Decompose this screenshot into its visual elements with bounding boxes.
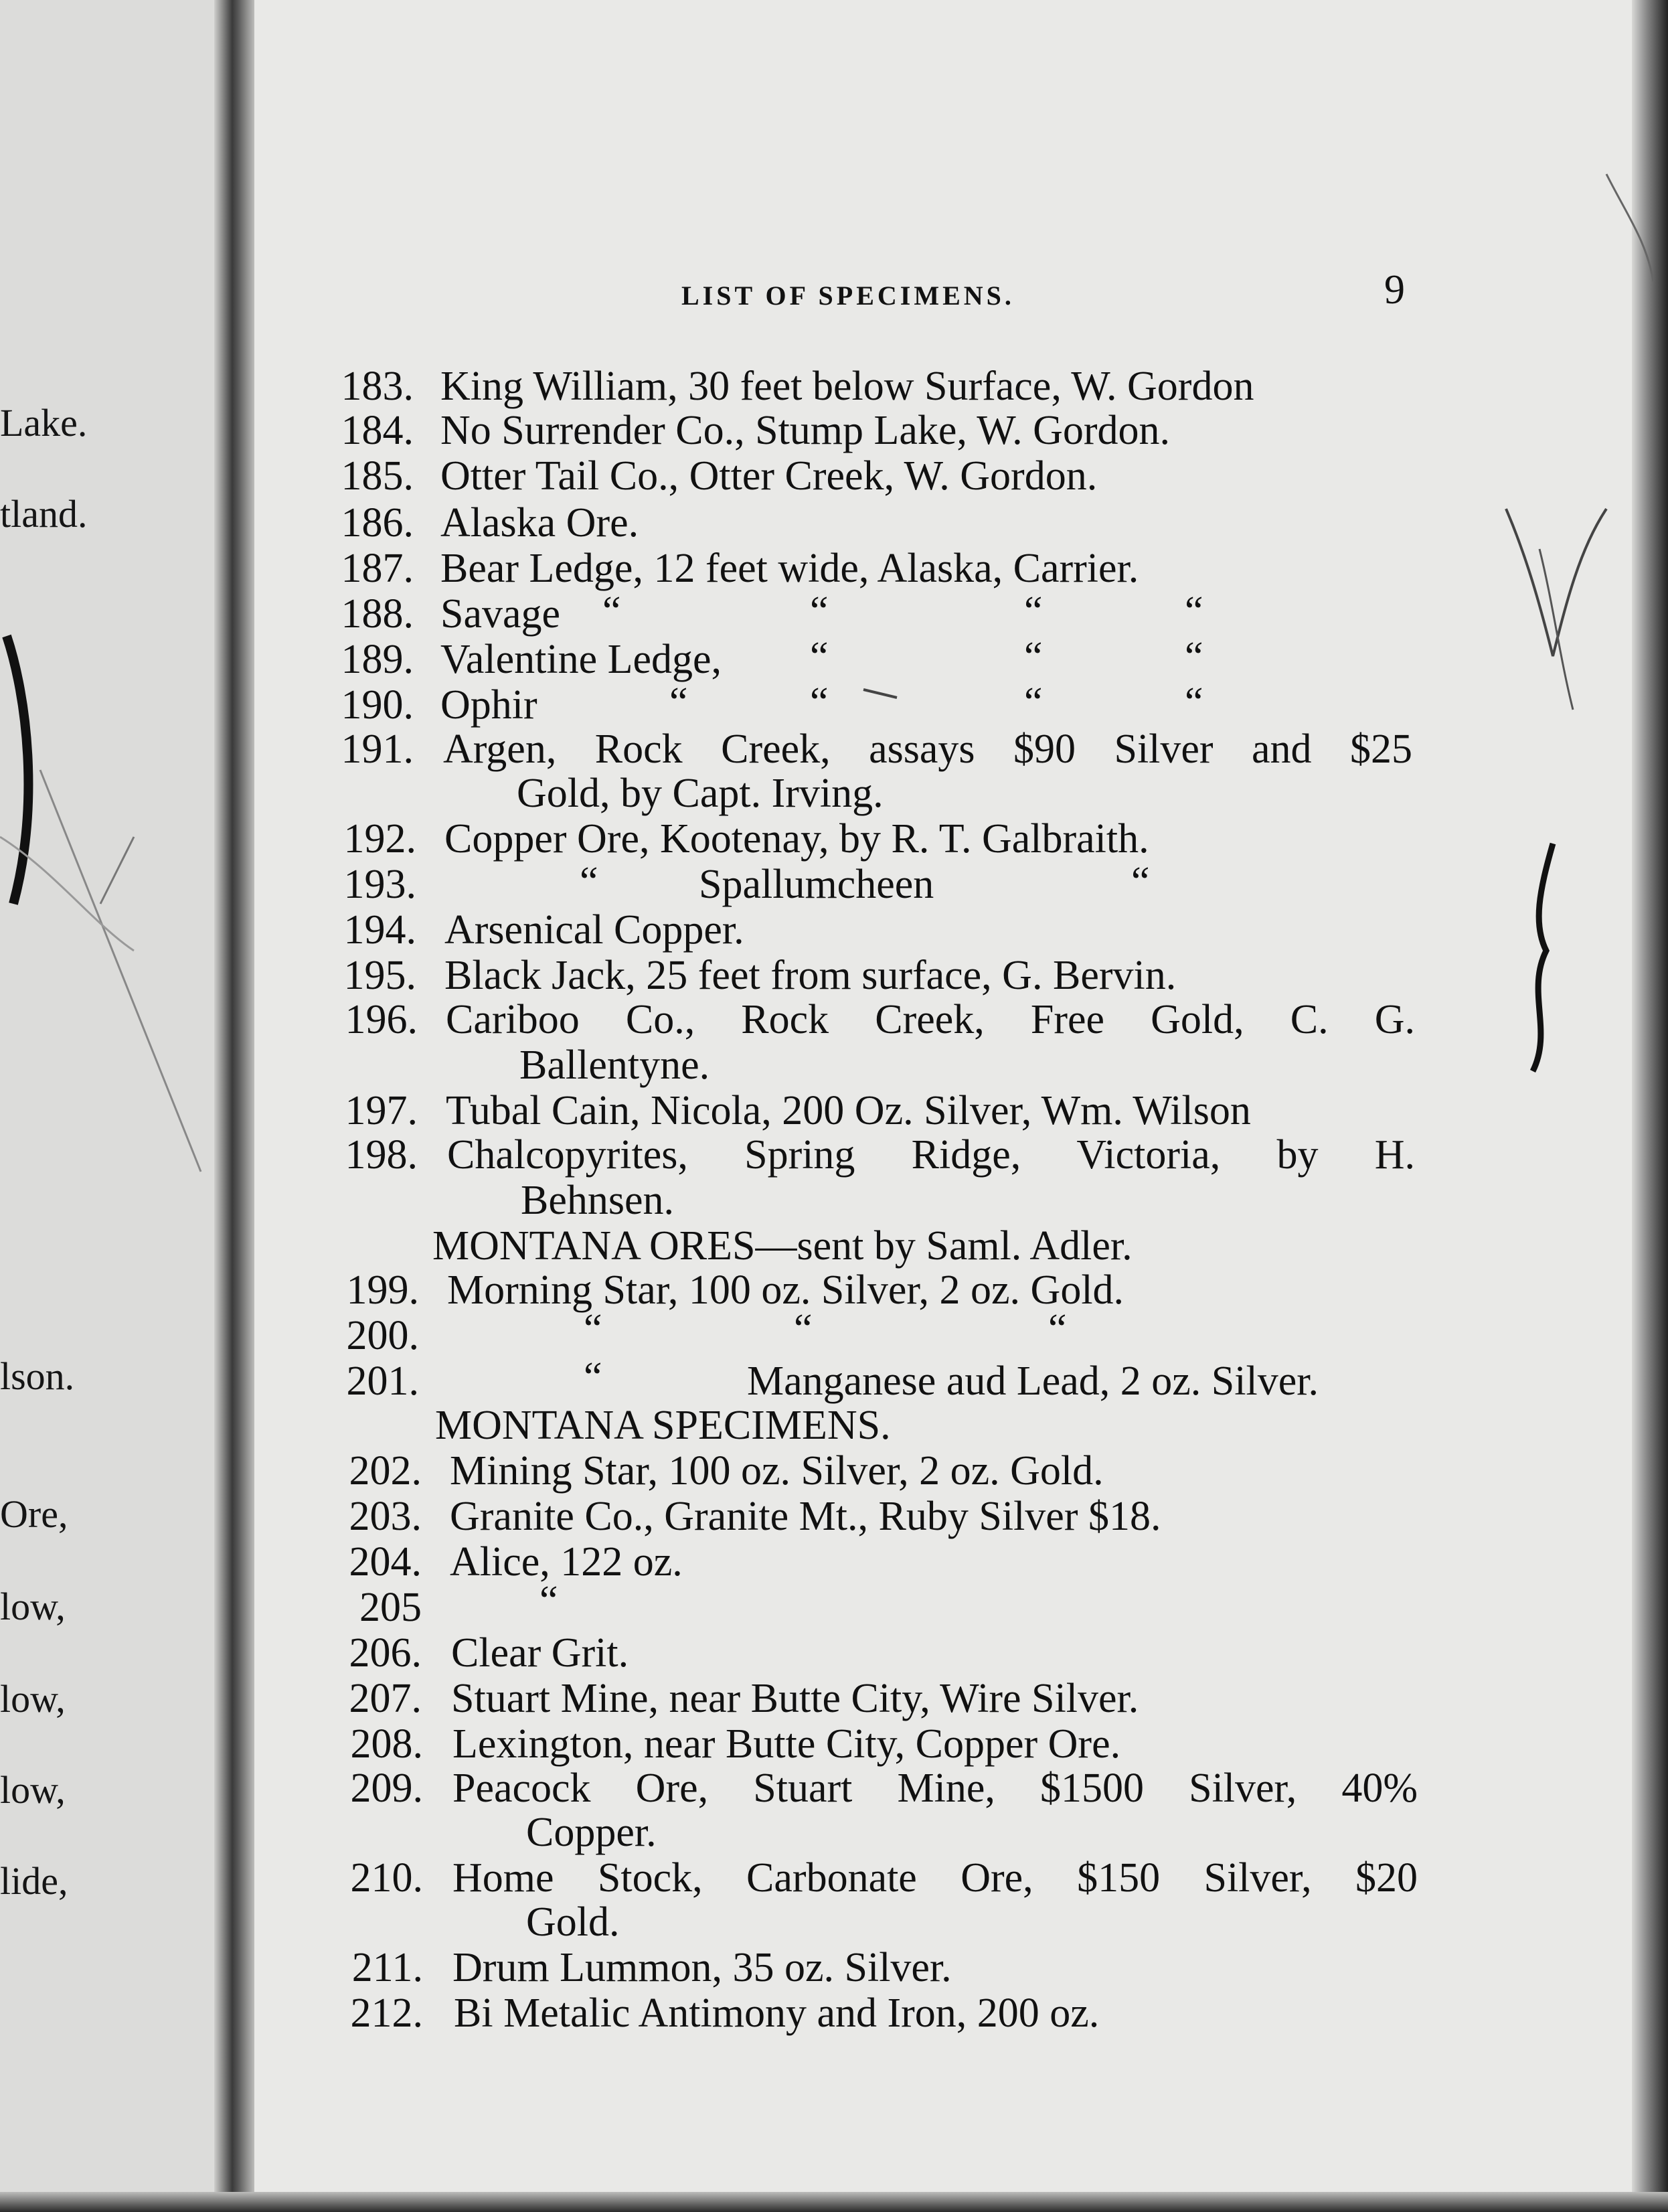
entry-number: 198. <box>345 1132 418 1178</box>
ditto-mark: “ <box>539 1578 558 1624</box>
ditto-mark: “ <box>1048 1306 1067 1352</box>
ditto-mark: “ <box>1185 588 1203 634</box>
entry-number: 205 <box>359 1585 422 1630</box>
ditto-mark: “ <box>1024 680 1043 725</box>
section-heading: MONTANA SPECIMENS. <box>435 1403 891 1448</box>
entry-text: Manganese aud Lead, 2 oz. Silver. <box>747 1358 1319 1404</box>
entry-text: Home Stock, Carbonate Ore, $150 Silver, $20 <box>452 1855 1418 1901</box>
entry-number: 194. <box>343 907 416 953</box>
facing-page-fragment: Lake. <box>0 401 88 445</box>
ditto-mark: “ <box>1185 680 1203 725</box>
running-head: LIST OF SPECIMENS. <box>681 281 1015 311</box>
entry-number: 199. <box>346 1267 419 1313</box>
entry-text: Black Jack, 25 feet from surface, G. Bervin. <box>444 953 1177 998</box>
facing-page-fragment: Ore, <box>0 1492 68 1536</box>
entry-text: Drum Lummon, 35 oz. Silver. <box>452 1945 952 1990</box>
entry-number: 186. <box>341 500 414 546</box>
entry-number: 200. <box>346 1313 419 1358</box>
entry-continuation: Gold. <box>526 1899 620 1945</box>
entry-number: 183. <box>341 364 414 409</box>
entry-text: Cariboo Co., Rock Creek, Free Gold, C. G. <box>446 997 1415 1042</box>
entry-text: Ophir <box>440 682 537 728</box>
entry-text: King William, 30 feet below Surface, W. Gordon <box>440 364 1254 409</box>
ditto-mark: “ <box>580 859 598 904</box>
facing-page-fragment: low, <box>0 1677 66 1721</box>
ditto-mark: “ <box>584 1306 602 1352</box>
entry-number: 188. <box>341 591 414 637</box>
entry-text: Valentine Ledge, <box>440 637 722 682</box>
entry-number: 193. <box>343 862 416 907</box>
ditto-mark: “ <box>810 680 829 725</box>
entry-text: Stuart Mine, near Butte City, Wire Silver. <box>451 1676 1139 1721</box>
entry-text: Morning Star, 100 oz. Silver, 2 oz. Gold. <box>447 1267 1124 1313</box>
entry-text: No Surrender Co., Stump Lake, W. Gordon. <box>440 408 1171 453</box>
entry-text: Chalcopyrites, Spring Ridge, Victoria, by H. <box>447 1132 1415 1178</box>
ditto-mark: “ <box>794 1306 813 1352</box>
entry-text: Granite Co., Granite Mt., Ruby Silver $18. <box>450 1494 1161 1539</box>
facing-page-fragment: low, <box>0 1585 66 1628</box>
entry-number: 197. <box>345 1088 418 1133</box>
entry-text: Clear Grit. <box>451 1630 629 1676</box>
entry-number: 187. <box>341 546 414 591</box>
ditto-mark: “ <box>602 588 621 634</box>
entry-text: Lexington, near Butte City, Copper Ore. <box>452 1721 1121 1767</box>
entry-text: Peacock Ore, Stuart Mine, $1500 Silver, 40% <box>452 1765 1418 1811</box>
entry-text: Bear Ledge, 12 feet wide, Alaska, Carrier. <box>440 546 1139 591</box>
entry-text: Tubal Cain, Nicola, 200 Oz. Silver, Wm. Wilson <box>446 1088 1251 1133</box>
entry-number: 189. <box>341 637 414 682</box>
page-number: 9 <box>1384 267 1405 313</box>
entry-text: Arsenical Copper. <box>444 907 744 953</box>
ditto-mark: “ <box>584 1354 602 1400</box>
entry-continuation: Copper. <box>526 1810 657 1855</box>
entry-number: 207. <box>349 1676 422 1721</box>
facing-page-fragment: lson. <box>0 1354 75 1398</box>
entry-number: 190. <box>341 682 414 728</box>
entry-text: Alice, 122 oz. <box>450 1539 683 1585</box>
entry-number: 209. <box>350 1765 423 1811</box>
entry-number: 195. <box>343 953 416 998</box>
facing-page-fragment: lide, <box>0 1859 68 1903</box>
entry-text: Argen, Rock Creek, assays $90 Silver and $25 <box>443 726 1412 772</box>
facing-page-fragment: low, <box>0 1768 66 1812</box>
entry-text: Mining Star, 100 oz. Silver, 2 oz. Gold. <box>450 1448 1104 1494</box>
entry-number: 206. <box>349 1630 422 1676</box>
entry-number: 210. <box>350 1855 423 1901</box>
entry-number: 212. <box>350 1990 423 2036</box>
entry-number: 203. <box>349 1494 422 1539</box>
entry-number: 185. <box>341 453 414 499</box>
entry-text: Alaska Ore. <box>440 500 639 546</box>
entry-text: Spallumcheen <box>699 862 934 907</box>
entry-text: Savage <box>440 591 561 637</box>
entry-number: 202. <box>349 1448 422 1494</box>
entry-continuation: Gold, by Capt. Irving. <box>517 771 884 816</box>
entry-number: 201. <box>346 1358 419 1404</box>
entry-continuation: Ballentyne. <box>519 1042 710 1088</box>
ditto-mark: “ <box>669 680 688 725</box>
entry-text: Copper Ore, Kootenay, by R. T. Galbraith. <box>444 816 1149 862</box>
entry-number: 184. <box>341 408 414 453</box>
ditto-mark: “ <box>1185 634 1203 680</box>
entry-text: Bi Metalic Antimony and Iron, 200 oz. <box>454 1990 1100 2036</box>
ditto-mark: “ <box>1024 634 1043 680</box>
section-heading: MONTANA ORES—sent by Saml. Adler. <box>432 1223 1133 1269</box>
entry-number: 211. <box>351 1945 423 1990</box>
entry-number: 192. <box>343 816 416 862</box>
entry-continuation: Behnsen. <box>521 1178 675 1223</box>
facing-page-fragment: tland. <box>0 492 88 536</box>
ditto-mark: “ <box>810 588 829 634</box>
entry-number: 208. <box>350 1721 423 1767</box>
entry-text: Otter Tail Co., Otter Creek, W. Gordon. <box>440 453 1098 499</box>
ditto-mark: “ <box>810 634 829 680</box>
entry-number: 196. <box>345 997 418 1042</box>
ditto-mark: “ <box>1024 588 1043 634</box>
ditto-mark: “ <box>1131 859 1150 904</box>
entry-number: 204. <box>349 1539 422 1585</box>
entry-number: 191. <box>341 726 414 772</box>
